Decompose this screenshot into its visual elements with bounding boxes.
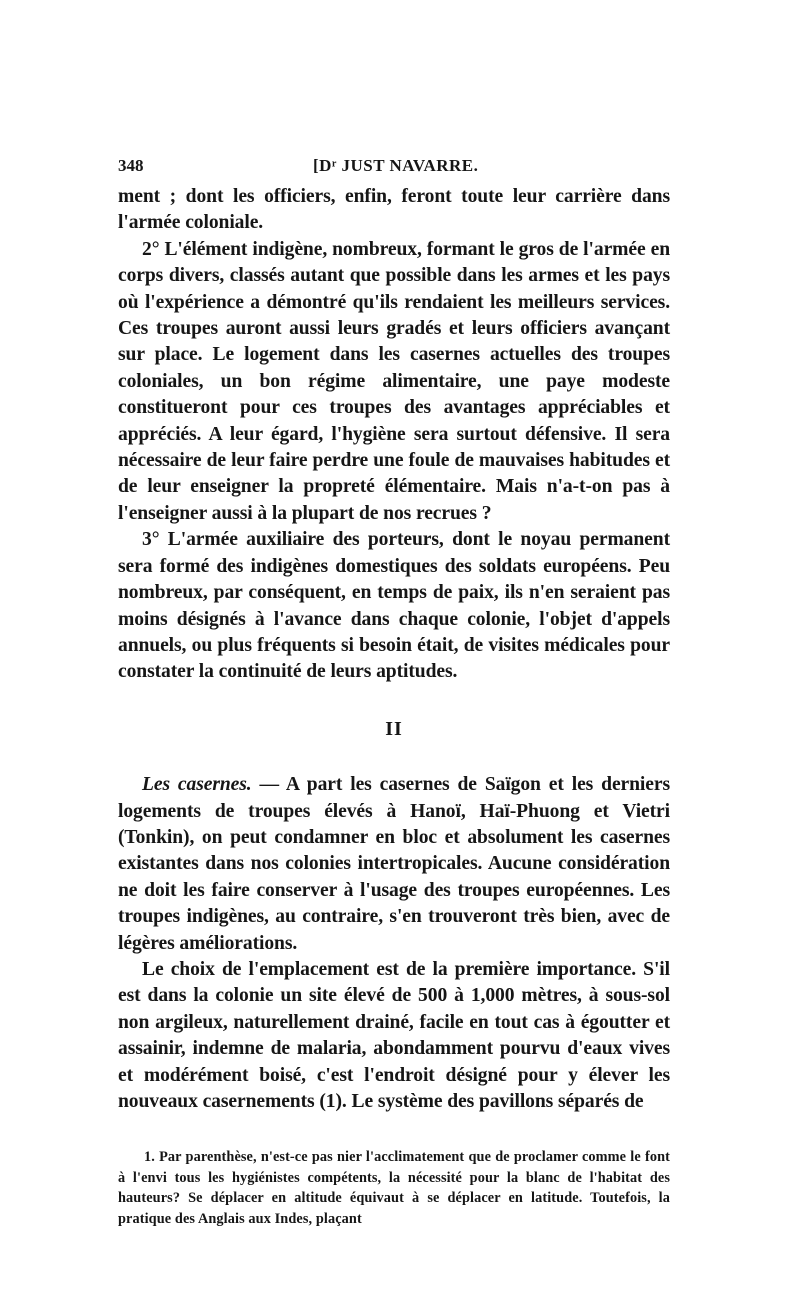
running-head [118, 150, 670, 184]
paragraph-barracks [118, 772, 670, 957]
paragraph-auxiliary-army: 3° L'armée auxiliaire des porteurs, dont le noyau permanent sera formé des indigènes domestiques des soldats européens. Peu nombreux, par conséquent, en temps de paix, ils n'en seraient pas moins désignés à l'avance dans chaque colonie, l'objet d'appels annuels, ou plus fréquents si besoin était, de visites médicales pour constater la continuité de leurs aptitudes. [118, 529, 670, 683]
footnote-text: 1. Par parenthèse, n'est-ce pas nier l'acclimatement que de proclamer comme le font à l'envi tous les hygiénistes compétents, la nécessité pour la blanc de l'habitat des hauteurs? Se déplacer en altitude équivaut à se déplacer en latitude. Toutefois, la pratique des Anglais aux Indes, plaçant [118, 1149, 670, 1227]
paragraph-barracks-text: — A part les casernes de Saïgon et les derniers logements de troupes élevés à Hanoï, Haï-Phuong et Vietri (Tonkin), on peut condamner en bloc et absolument les casernes existantes dans nos colonies intertropicales. Aucune considération ne doit les faire conserver à l'usage des troupes européennes. Les troupes indigènes, au contraire, s'en trouveront très bien, avec de légères améliorations. [118, 774, 670, 954]
paragraph-continuation: ment ; dont les officiers, enfin, feront toute leur carrière dans l'armée coloniale. [118, 186, 670, 234]
footnote [118, 1147, 670, 1229]
section-lead-title: Les casernes. [142, 774, 252, 796]
running-title: [Dʳ JUST NAVARRE. [313, 156, 479, 175]
main-text [118, 184, 670, 1115]
paragraph-indigenous-element: 2° L'élément indigène, nombreux, formant le gros de l'armée en corps divers, classés autant que possible dans les armes et les pays où l'expérience a démontré qu'ils rendaient les meilleurs services. Ces troupes auront aussi leurs gradés et leurs officiers avançant sur place. Le logement dans les casernes actuelles des troupes coloniales, un bon régime alimentaire, une paye modeste constitueront pour ces troupes des avantages appréciables et appréciés. A leur égard, l'hygiène sera surtout défensive. Il sera nécessaire de leur faire perdre une foule de mauvaises habitudes et de leur enseigner la propreté élémentaire. Mais n'a-t-on pas à l'enseigner aussi à la plupart de nos recrues ? [118, 238, 670, 524]
section-number: II [385, 717, 403, 740]
page-number: 348 [118, 156, 144, 175]
book-page [118, 150, 670, 1229]
paragraph-site-choice: Le choix de l'emplacement est de la première importance. S'il est dans la colonie un site élevé de 500 à 1,000 mètres, à sous-sol non argileux, naturellement drainé, facile en tout cas à égoutter et assainir, indemne de malaria, abondamment pourvu d'eaux vives et modérément boisé, c'est l'endroit désigné pour y élever les nouveaux casernements (1). Le système des pavillons séparés de [118, 958, 670, 1112]
